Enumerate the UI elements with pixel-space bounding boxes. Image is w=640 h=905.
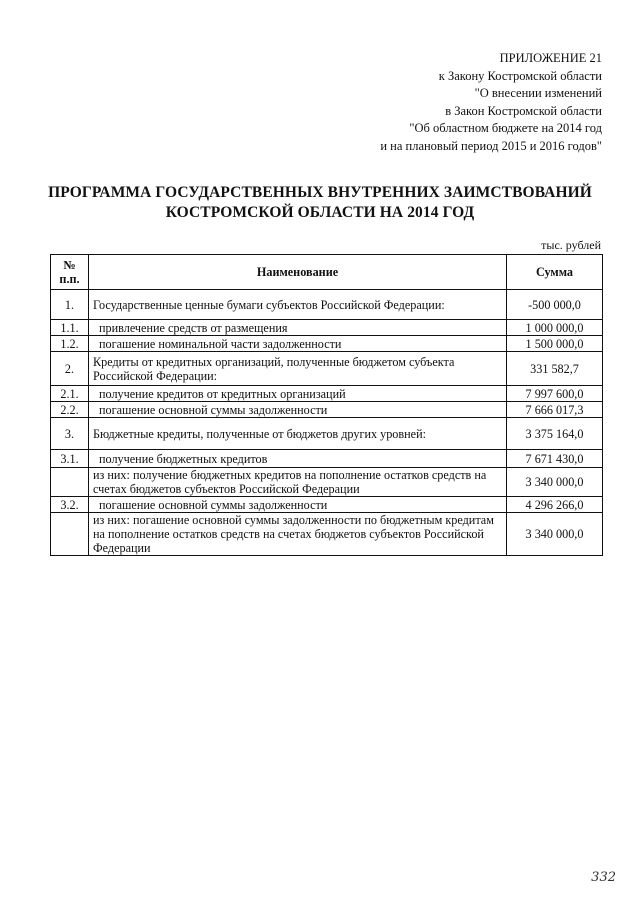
header-number: № п.п.	[51, 255, 89, 290]
appendix-line: к Закону Костромской области	[438, 68, 602, 83]
row-number: 1.	[51, 290, 89, 320]
row-sum: 7 671 430,0	[507, 450, 603, 468]
table-row	[51, 336, 603, 352]
row-number: 3.	[51, 418, 89, 450]
row-name: погашение основной суммы задолженности	[89, 497, 507, 513]
row-sum: 7 666 017,3	[507, 402, 603, 418]
page-number: 332	[591, 870, 616, 885]
units-label: тыс. рублей	[541, 238, 601, 252]
row-sum: 1 000 000,0	[507, 320, 603, 336]
appendix-line: ПРИЛОЖЕНИЕ 21	[499, 51, 602, 65]
row-sum: 1 500 000,0	[507, 336, 603, 352]
title-line-1: ПРОГРАММА ГОСУДАРСТВЕННЫХ ВНУТРЕННИХ ЗАИМСТВОВАНИЙ	[48, 184, 592, 201]
table-row	[51, 468, 603, 497]
row-sum: 331 582,7	[507, 352, 603, 386]
table-row	[51, 402, 603, 418]
row-sum: 3 375 164,0	[507, 418, 603, 450]
row-sum: 4 296 266,0	[507, 497, 603, 513]
row-name: из них: получение бюджетных кредитов на пополнение остатков средств на счетах бюджетов субъектов Российской Федерации	[89, 468, 507, 497]
row-number: 2.1.	[51, 386, 89, 402]
table-row	[51, 386, 603, 402]
row-number	[51, 468, 89, 497]
appendix-line: "Об областном бюджете на 2014 год	[409, 121, 602, 136]
row-sum: 7 997 600,0	[507, 386, 603, 402]
appendix-line: и на плановый период 2015 и 2016 годов"	[380, 138, 602, 153]
header-sum: Сумма	[507, 255, 603, 290]
borrowing-program-table	[50, 254, 603, 556]
appendix-line: "О внесении изменений	[474, 86, 602, 101]
table-row	[51, 352, 603, 386]
row-number: 3.1.	[51, 450, 89, 468]
row-number: 2.2.	[51, 402, 89, 418]
table-row	[51, 450, 603, 468]
row-name: получение кредитов от кредитных организаций	[89, 386, 507, 402]
table-row	[51, 290, 603, 320]
row-name: погашение основной суммы задолженности	[89, 402, 507, 418]
appendix-line: в Закон Костромской области	[445, 103, 602, 118]
table-row	[51, 497, 603, 513]
row-number: 2.	[51, 352, 89, 386]
row-sum: -500 000,0	[507, 290, 603, 320]
row-number: 3.2.	[51, 497, 89, 513]
table-row	[51, 513, 603, 556]
row-sum: 3 340 000,0	[507, 513, 603, 556]
row-name: привлечение средств от размещения	[89, 320, 507, 336]
row-name: погашение номинальной части задолженности	[89, 336, 507, 352]
row-number: 1.1.	[51, 320, 89, 336]
row-sum: 3 340 000,0	[507, 468, 603, 497]
row-number: 1.2.	[51, 336, 89, 352]
table-row	[51, 418, 603, 450]
title-line-2: КОСТРОМСКОЙ ОБЛАСТИ НА 2014 ГОД	[165, 204, 475, 221]
row-name: Бюджетные кредиты, полученные от бюджетов других уровней:	[89, 418, 507, 450]
table-row	[51, 320, 603, 336]
row-name: получение бюджетных кредитов	[89, 450, 507, 468]
row-name: из них: погашение основной суммы задолженности по бюджетным кредитам на пополнение остатков средств на счетах бюджетов субъектов Российской Федерации	[89, 513, 507, 556]
table-header-row	[51, 255, 603, 290]
row-number	[51, 513, 89, 556]
row-name: Государственные ценные бумаги субъектов Российской Федерации:	[89, 290, 507, 320]
appendix-header	[380, 50, 602, 156]
document-title	[0, 183, 640, 223]
row-name: Кредиты от кредитных организаций, полученные бюджетом субъекта Российской Федерации:	[89, 352, 507, 386]
header-name: Наименование	[89, 255, 507, 290]
